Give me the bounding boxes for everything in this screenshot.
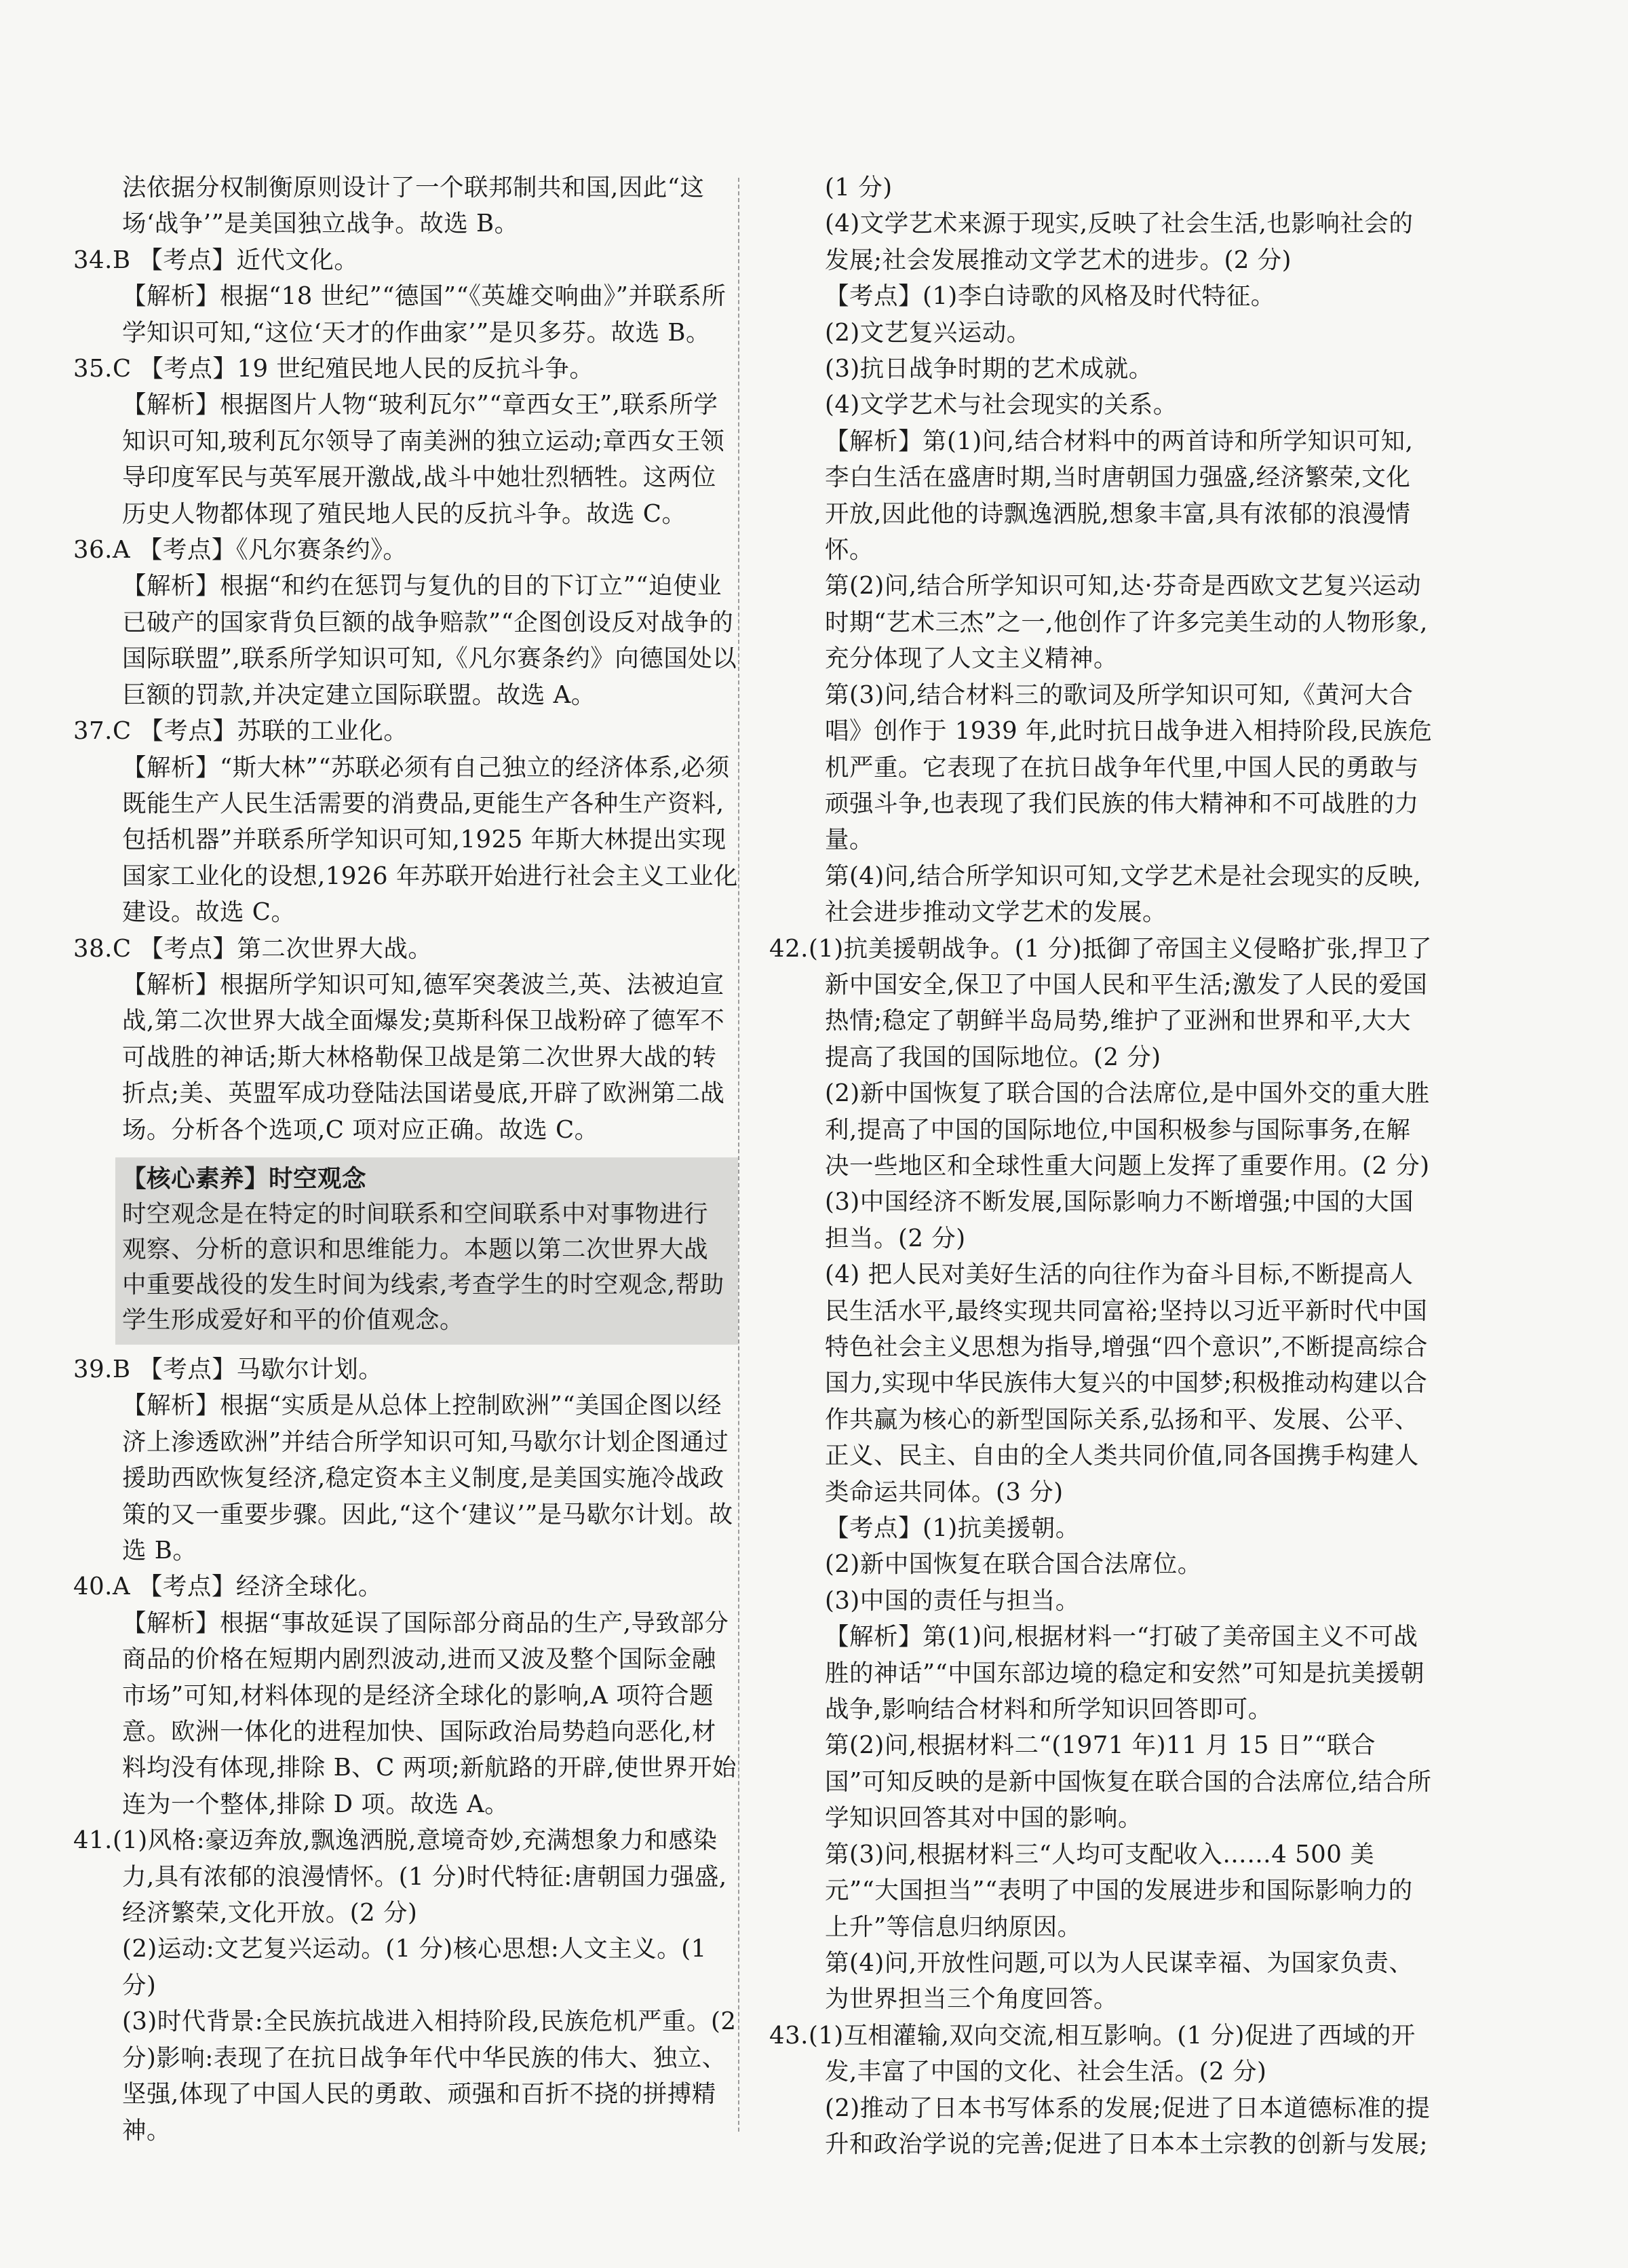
answer-34: 34.B 【考点】近代文化。	[73, 246, 359, 274]
core-literacy-title: 【核心素养】时空观念	[122, 1164, 367, 1193]
answer-41-4: (4)文学艺术来源于现实,反映了社会生活,也影响社会的发展;社会发展推动文学艺术的进步。(2 分)	[825, 210, 1414, 274]
analysis-36: 【解析】根据“和约在惩罚与复仇的目的下订立”“迫使业已破产的国家背负巨额的战争赔款”“企图创设反对战争的国际联盟”,联系所学知识可知,《凡尔赛条约》向德国处以巨额的罚款,并决定建立国际联盟。故选 A。	[122, 572, 737, 709]
analysis-42-4: 第(4)问,开放性问题,可以为人民谋幸福、为国家负责、为世界担当三个角度回答。	[825, 1948, 1414, 2014]
column-divider	[738, 178, 739, 2132]
analysis-37: 【解析】“斯大林”“苏联必须有自己独立的经济体系,必须既能生产人民生活需要的消费品,更能生产各种生产资料,包括机器”并联系所学知识可知,1925 年斯大林提出实现国家工业化的设想,1926 年苏联开始进行社会主义工业化建设。故选 C。	[122, 753, 738, 927]
analysis-42-2: 第(2)问,根据材料二“(1971 年)11 月 15 日”“联合国”可知反映的是新中国恢复在联合国的合法席位,结合所学知识回答其对中国的影响。	[825, 1731, 1432, 1832]
answer-42-2: (2)新中国恢复了联合国的合法席位,是中国外交的重大胜利,提高了中国的国际地位,中国积极参与国际事务,在解决一些地区和全球性重大问题上发挥了重要作用。(2 分)	[825, 1079, 1430, 1180]
answer-42-3: (3)中国经济不断发展,国际影响力不断增强;中国的大国担当。(2 分)	[825, 1188, 1414, 1252]
right-column	[769, 170, 1434, 2162]
paragraph: 法依据分权制衡原则设计了一个联邦制共和国,因此“这场‘战争’”是美国独立战争。故选 B。	[122, 174, 705, 238]
left-column	[73, 170, 738, 2149]
key-point-41-4: (4)文学艺术与社会现实的关系。	[825, 391, 1178, 419]
answer-41-1: 41.(1)风格:豪迈奔放,飘逸洒脱,意境奇妙,充满想象力和感染力,具有浓郁的浪漫情怀。(1 分)时代特征:唐朝国力强盛,经济繁荣,文化开放。(2 分)	[73, 1826, 727, 1927]
answer-41-2: (2)运动:文艺复兴运动。(1 分)核心思想:人文主义。(1 分)	[122, 1935, 707, 1999]
answer-38: 38.C 【考点】第二次世界大战。	[73, 934, 433, 963]
key-point-42-2: (2)新中国恢复在联合国合法席位。	[825, 1550, 1202, 1579]
analysis-35: 【解析】根据图片人物“玻利瓦尔”“章西女王”,联系所学知识可知,玻利瓦尔领导了南美洲的独立运动;章西女王领导印度军民与英军展开激战,战斗中她壮烈牺牲。这两位历史人物都体现了殖民地人民的反抗斗争。故选 C。	[122, 391, 725, 528]
analysis-41-1: 【解析】第(1)问,结合材料中的两首诗和所学知识可知,李白生活在盛唐时期,当时唐朝国力强盛,经济繁荣,文化开放,因此他的诗飘逸洒脱,想象丰富,具有浓郁的浪漫情怀。	[825, 427, 1414, 564]
analysis-41-2: 第(2)问,结合所学知识可知,达·芬奇是西欧文艺复兴运动时期“艺术三杰”之一,他创作了许多完美生动的人物形象,充分体现了人文主义精神。	[825, 572, 1428, 673]
answer-42-1: 42.(1)抗美援朝战争。(1 分)抵御了帝国主义侵略扩张,捍卫了新中国安全,保卫了中国人民和平生活;激发了人民的爱国热情;稳定了朝鲜半岛局势,维护了亚洲和世界和平,大大提高了我国的国际地位。(2 分)	[769, 934, 1433, 1071]
analysis-34: 【解析】根据“18 世纪”“德国”“《英雄交响曲》”并联系所学知识可知,“这位‘天才的作曲家’”是贝多芬。故选 B。	[122, 282, 726, 347]
answer-37: 37.C 【考点】苏联的工业化。	[73, 717, 408, 746]
key-point-41-2: (2)文艺复兴运动。	[825, 318, 1031, 347]
paragraph: (1 分)	[825, 174, 893, 201]
key-point-42-1: 【考点】(1)抗美援朝。	[825, 1514, 1080, 1543]
answer-36: 36.A 【考点】《凡尔赛条约》。	[73, 536, 408, 564]
answer-39: 39.B 【考点】马歇尔计划。	[73, 1355, 383, 1383]
analysis-42-3: 第(3)问,根据材料三“人均可支配收入……4 500 美元”“大国担当”“表明了中国的发展进步和国际影响力的上升”等信息归纳原因。	[825, 1840, 1413, 1941]
key-point-41-1: 【考点】(1)李白诗歌的风格及时代特征。	[825, 282, 1275, 311]
key-point-42-3: (3)中国的责任与担当。	[825, 1586, 1080, 1615]
answer-40: 40.A 【考点】经济全球化。	[73, 1573, 383, 1601]
answer-35: 35.C 【考点】19 世纪殖民地人民的反抗斗争。	[73, 355, 594, 383]
analysis-41-4: 第(4)问,结合所学知识可知,文学艺术是社会现实的反映,社会进步推动文学艺术的发展。	[825, 862, 1422, 927]
analysis-39: 【解析】根据“实质是从总体上控制欧洲”“美国企图以经济上渗透欧洲”并结合所学知识可知,马歇尔计划企图通过援助西欧恢复经济,稳定资本主义制度,是美国实施冷战政策的又一重要步骤。因此,“这个‘建议’”是马歇尔计划。故选 B。	[122, 1391, 733, 1564]
analysis-40: 【解析】根据“事故延误了国际部分商品的生产,导致部分商品的价格在短期内剧烈波动,进而又波及整个国际金融市场”可知,材料体现的是经济全球化的影响,A 项符合题意。欧洲一体化的进程加快、国际政治局势趋向恶化,材料均没有体现,排除 B、C 两项;新航路的开辟,使世界开始连为一个整体,排除 D 项。故选 A。	[122, 1609, 737, 1818]
answer-42-4: (4) 把人民对美好生活的向往作为奋斗目标,不断提高人民生活水平,最终实现共同富裕;坚持以习近平新时代中国特色社会主义思想为指导,增强“四个意识”,不断提高综合国力,实现中华民族伟大复兴的中国梦;积极推动构建以合作共赢为核心的新型国际关系,弘扬和平、发展、公平、正义、民主、自由的全人类共同价值,同各国携手构建人类命运共同体。(3 分)	[825, 1261, 1428, 1506]
core-literacy-box	[115, 1157, 738, 1345]
analysis-41-3: 第(3)问,结合材料三的歌词及所学知识可知,《黄河大合唱》创作于 1939 年,此时抗日战争进入相持阶段,民族危机严重。它表现了在抗日战争年代里,中国人民的勇敢与顽强斗争,也表现了我们民族的伟大精神和不可战胜的力量。	[825, 680, 1433, 854]
key-point-41-3: (3)抗日战争时期的艺术成就。	[825, 355, 1153, 383]
analysis-42-1: 【解析】第(1)问,根据材料一“打破了美帝国主义不可战胜的神话”“中国东部边境的稳定和安然”可知是抗美援朝战争,影响结合材料和所学知识回答即可。	[825, 1623, 1424, 1724]
answer-43-2: (2)推动了日本书写体系的发展;促进了日本道德标准的提升和政治学说的完善;促进了日本本土宗教的创新与发展;	[825, 2094, 1431, 2158]
core-literacy-text: 时空观念是在特定的时间联系和空间联系中对事物进行观察、分析的意识和思维能力。本题以第二次世界大战中重要战役的发生时间为线索,考查学生的时空观念,帮助学生形成爱好和平的价值观念。	[122, 1199, 724, 1334]
answer-41-3: (3)时代背景:全民族抗战进入相持阶段,民族危机严重。(2 分)影响:表现了在抗日战争年代中华民族的伟大、独立、坚强,体现了中国人民的勇敢、顽强和百折不挠的拼搏精神。	[122, 2007, 737, 2145]
answer-43-1: 43.(1)互相灌输,双向交流,相互影响。(1 分)促进了西域的开发,丰富了中国的文化、社会生活。(2 分)	[769, 2021, 1416, 2086]
analysis-38: 【解析】根据所学知识可知,德军突袭波兰,英、法被迫宣战,第二次世界大战全面爆发;莫斯科保卫战粉碎了德军不可战胜的神话;斯大林格勒保卫战是第二次世界大战的转折点;美、英盟军成功登陆法国诺曼底,开辟了欧洲第二战场。分析各个选项,C 项对应正确。故选 C。	[122, 970, 725, 1144]
